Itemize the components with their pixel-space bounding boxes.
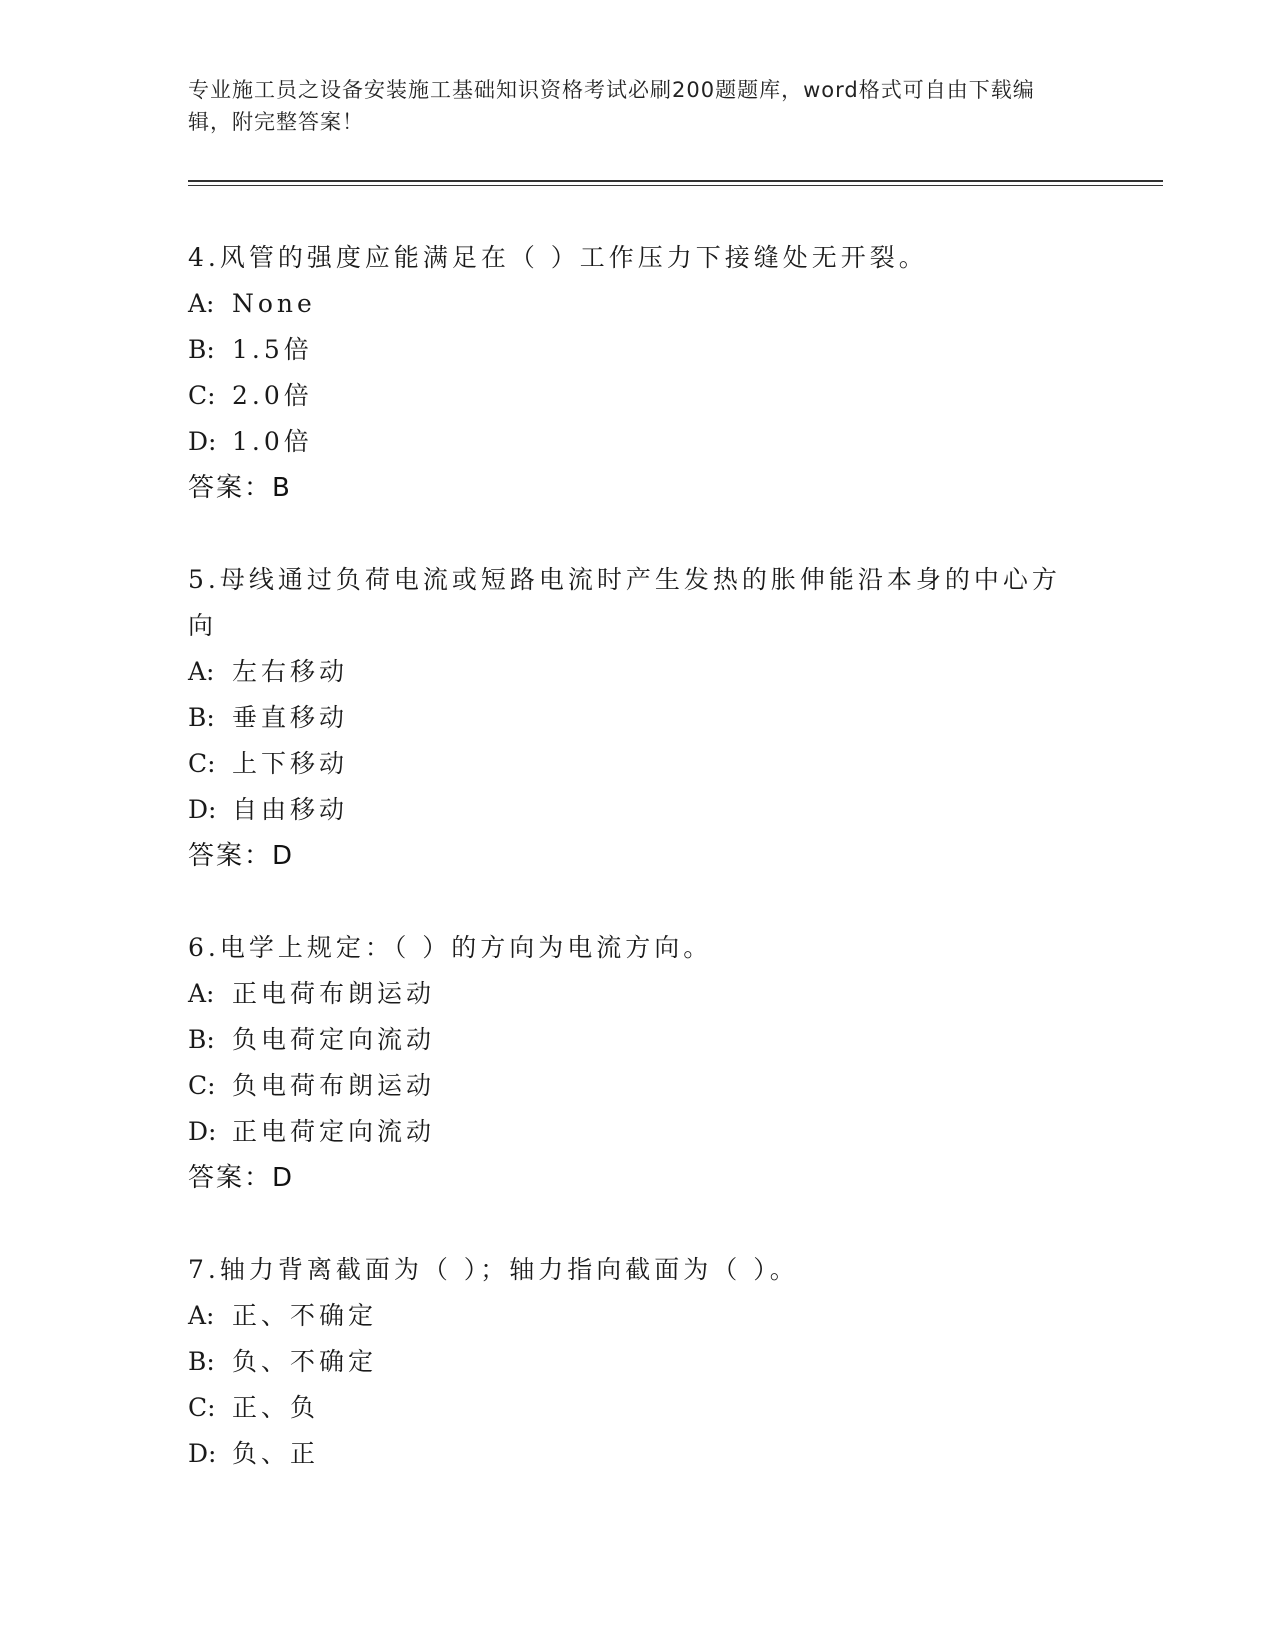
option-letter: B: — [188, 1025, 215, 1054]
option-d — [188, 1109, 1088, 1155]
option-a — [188, 281, 1088, 327]
header-divider-thick — [188, 180, 1163, 182]
option-text: 负电荷布朗运动 — [232, 1071, 436, 1100]
answer-line: 答案：B — [188, 473, 292, 503]
document-header: 专业施工员之设备安装施工基础知识资格考试必刷200题题库，word格式可自由下载编辑，附完整答案！ — [188, 78, 1035, 134]
answer-line: 答案：D — [188, 841, 295, 871]
option-b — [188, 1017, 1088, 1063]
option-letter: C: — [188, 1071, 216, 1100]
option-c — [188, 373, 1088, 419]
option-text: 负、不确定 — [232, 1347, 378, 1376]
option-text: None — [232, 289, 316, 318]
option-letter: C: — [188, 1393, 216, 1422]
option-letter: D: — [188, 795, 217, 824]
option-d — [188, 1431, 1088, 1477]
option-letter: B: — [188, 335, 215, 364]
question-stem: 5.母线通过负荷电流或短路电流时产生发热的胀伸能沿本身的中心方向 — [188, 565, 1061, 640]
option-text: 正、不确定 — [232, 1301, 378, 1330]
question-block — [188, 1247, 1088, 1477]
option-letter: A: — [188, 657, 215, 686]
option-a — [188, 649, 1088, 695]
option-text: 1.5倍 — [232, 335, 313, 364]
option-letter: A: — [188, 979, 215, 1008]
option-b — [188, 695, 1088, 741]
option-letter: D: — [188, 1117, 217, 1146]
option-text: 自由移动 — [232, 795, 349, 824]
option-text: 正、负 — [232, 1393, 320, 1422]
option-text: 2.0倍 — [232, 381, 313, 410]
option-letter: B: — [188, 703, 215, 732]
question-block — [188, 925, 1088, 1201]
option-c — [188, 1385, 1088, 1431]
option-text: 上下移动 — [232, 749, 349, 778]
option-letter: C: — [188, 749, 216, 778]
option-text: 垂直移动 — [232, 703, 349, 732]
option-text: 左右移动 — [232, 657, 349, 686]
option-a — [188, 1293, 1088, 1339]
option-letter: B: — [188, 1347, 215, 1376]
option-letter: D: — [188, 427, 217, 456]
option-text: 1.0倍 — [232, 427, 313, 456]
option-d — [188, 787, 1088, 833]
question-stem: 7.轴力背离截面为（ ）；轴力指向截面为（ ）。 — [188, 1255, 799, 1284]
question-block — [188, 235, 1088, 511]
option-text: 正电荷定向流动 — [232, 1117, 436, 1146]
option-letter: C: — [188, 381, 216, 410]
option-text: 正电荷布朗运动 — [232, 979, 436, 1008]
option-d — [188, 419, 1088, 465]
option-letter: A: — [188, 1301, 215, 1330]
option-b — [188, 327, 1088, 373]
option-text: 负、正 — [232, 1439, 320, 1468]
option-letter: D: — [188, 1439, 217, 1468]
question-stem: 4.风管的强度应能满足在（ ）工作压力下接缝处无开裂。 — [188, 243, 928, 272]
option-text: 负电荷定向流动 — [232, 1025, 436, 1054]
question-block — [188, 557, 1088, 879]
option-c — [188, 1063, 1088, 1109]
option-letter: A: — [188, 289, 215, 318]
option-b — [188, 1339, 1088, 1385]
question-stem: 6.电学上规定：（ ）的方向为电流方向。 — [188, 933, 713, 962]
header-divider-thin — [188, 185, 1163, 186]
answer-line: 答案：D — [188, 1163, 295, 1193]
option-c — [188, 741, 1088, 787]
option-a — [188, 971, 1088, 1017]
